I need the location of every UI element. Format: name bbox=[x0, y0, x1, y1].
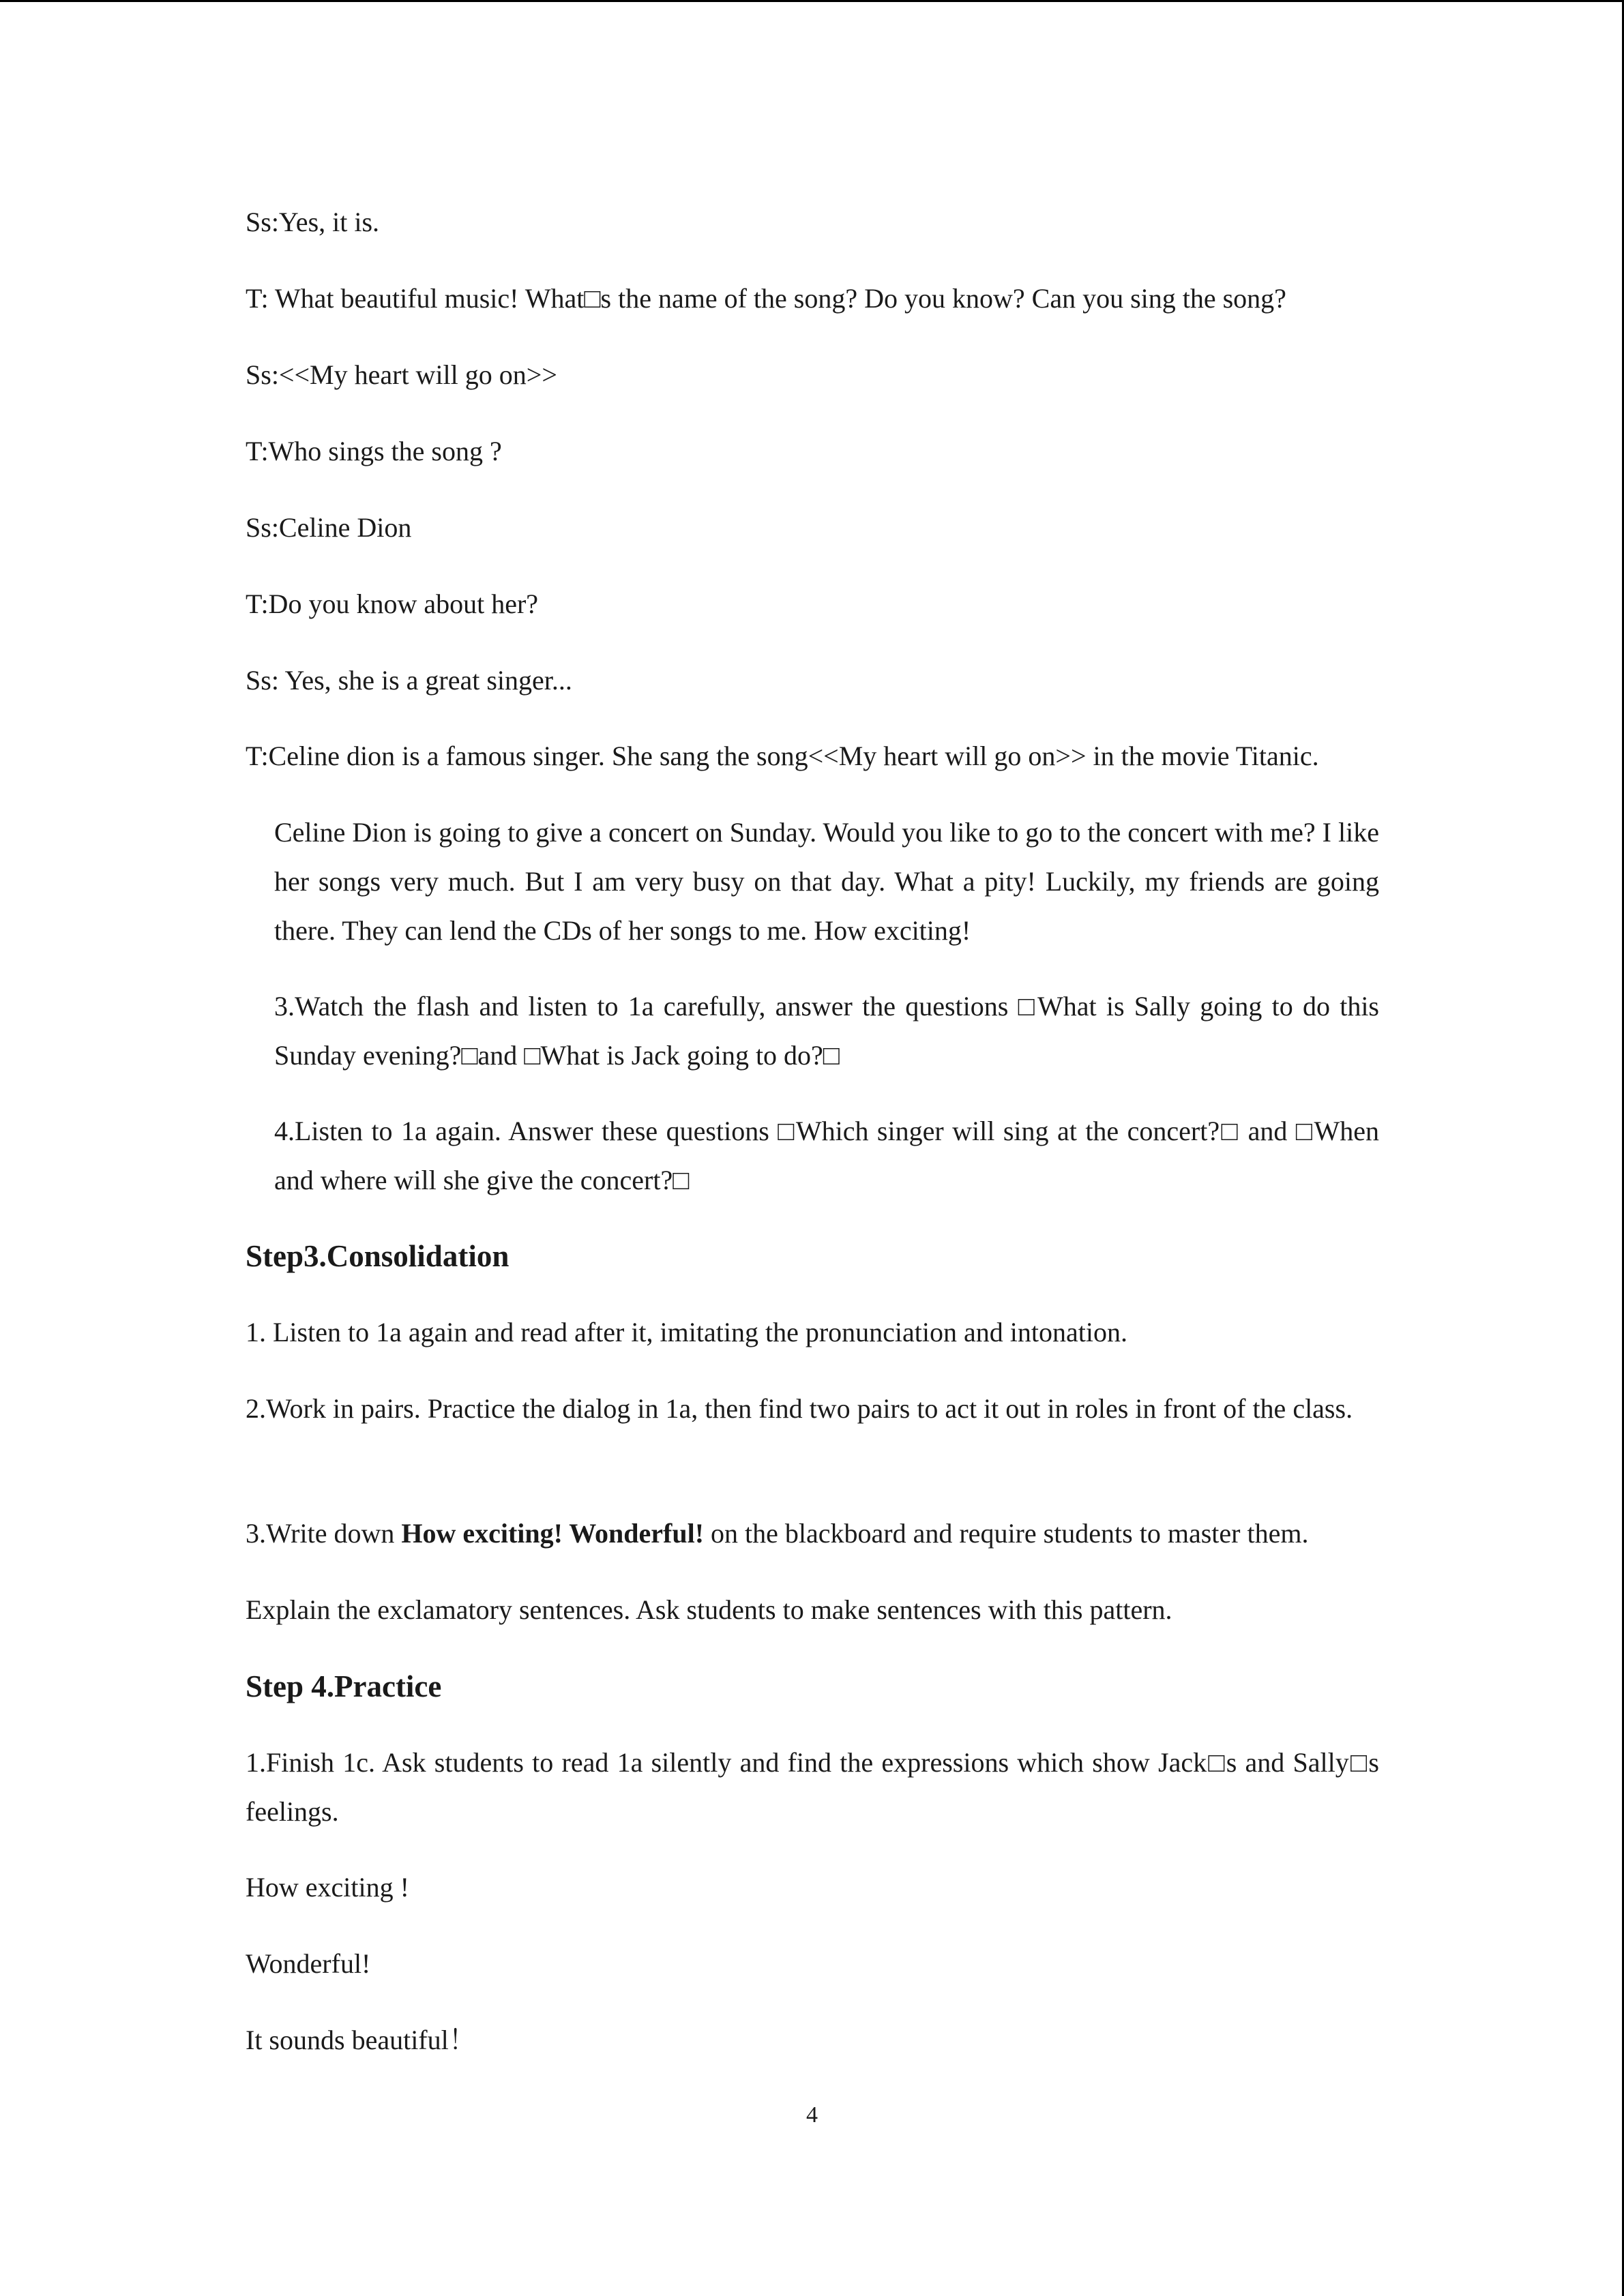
practice-item-1: 1.Finish 1c. Ask students to read 1a silently and find the expressions which show Jack□s and Sally□s feelings. bbox=[246, 1747, 1379, 1827]
indented-paragraph-step-3: 3.Watch the flash and listen to 1a carefully, answer the questions □What is Sally going to do this Sunday evening?□and □What is Jack going to do?□ bbox=[274, 991, 1379, 1071]
dialog-line-2: T: What beautiful music! What□s the name of the song? Do you know? Can you sing the song? bbox=[246, 283, 1286, 314]
item-3-bold-phrase: How exciting! Wonderful! bbox=[401, 1518, 705, 1549]
heading-step4-practice: Step 4.Practice bbox=[246, 1669, 442, 1703]
indented-paragraph-step-4: 4.Listen to 1a again. Answer these questions □Which singer will sing at the concert?□ and □When and where will she give the concert?□ bbox=[274, 1116, 1379, 1195]
consolidation-item-2: 2.Work in pairs. Practice the dialog in 1a, then find two pairs to act it out in roles in front of the class. bbox=[246, 1393, 1353, 1424]
dialog-line-3: Ss:<<My heart will go on>> bbox=[246, 359, 557, 390]
expression-sounds-beautiful: It sounds beautiful！ bbox=[246, 2025, 476, 2055]
expression-how-exciting: How exciting ! bbox=[246, 1872, 409, 1903]
expression-wonderful: Wonderful! bbox=[246, 1948, 371, 1979]
dialog-line-8: T:Celine dion is a famous singer. She sang the song<<My heart will go on>> in the movie Titanic. bbox=[246, 741, 1319, 771]
page-number: 4 bbox=[806, 2102, 818, 2128]
dialog-line-7: Ss: Yes, she is a great singer... bbox=[246, 665, 572, 696]
dialog-line-5: Ss:Celine Dion bbox=[246, 512, 412, 543]
indented-paragraph-concert: Celine Dion is going to give a concert on Sunday. Would you like to go to the concert with me? I like her songs very much. But I am very busy on that day. What a pity! Luckily, my friends are going there. They can lend the CDs of her songs to me. How exciting! bbox=[274, 817, 1379, 946]
page-top-border bbox=[0, 0, 1624, 2]
heading-step3-consolidation: Step3.Consolidation bbox=[246, 1239, 510, 1273]
consolidation-item-1: 1. Listen to 1a again and read after it, imitating the pronunciation and intonation. bbox=[246, 1317, 1127, 1347]
item-3-prefix: 3.Write down bbox=[246, 1518, 402, 1549]
dialog-line-1: Ss:Yes, it is. bbox=[246, 207, 380, 237]
item-3-suffix: on the blackboard and require students to master them. bbox=[704, 1518, 1309, 1549]
consolidation-explain: Explain the exclamatory sentences. Ask students to make sentences with this pattern. bbox=[246, 1594, 1172, 1625]
dialog-line-4: T:Who sings the song ? bbox=[246, 436, 502, 466]
consolidation-item-3 bbox=[246, 1509, 1379, 1558]
dialog-line-6: T:Do you know about her? bbox=[246, 588, 539, 619]
